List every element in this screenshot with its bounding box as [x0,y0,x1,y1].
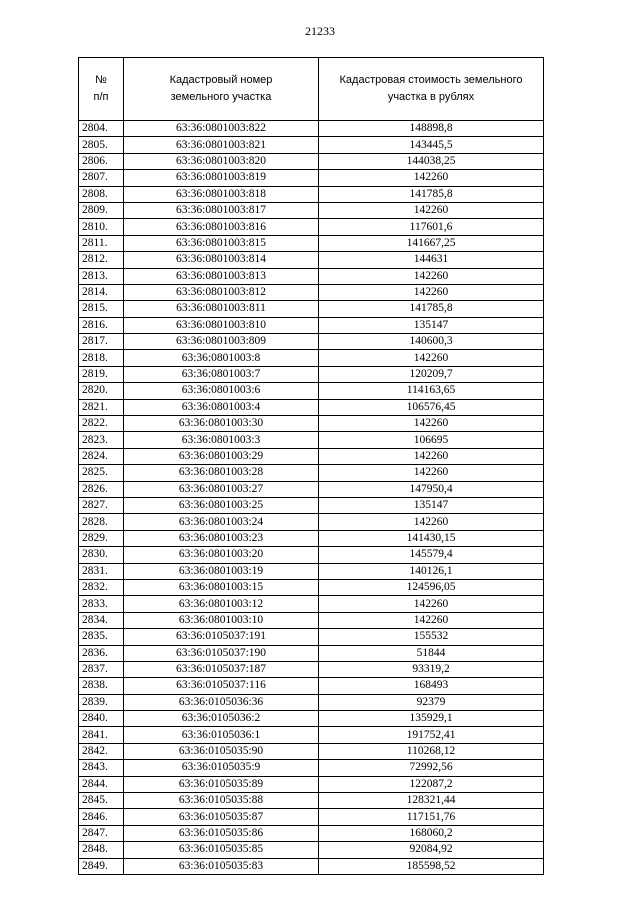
cadastral-value-cell: 92084,92 [319,842,544,858]
table-row [79,121,544,137]
header-value-line-1: Кадастровая стоимость земельного [339,74,523,86]
cadastral-number-cell: 63:36:0801003:815 [124,235,319,251]
table-row [79,711,544,727]
cadastral-number-cell: 63:36:0105035:86 [124,825,319,841]
table-row [79,825,544,841]
table-row [79,383,544,399]
row-number-cell: 2809. [79,202,124,218]
cadastral-value-table [78,57,544,875]
table-row [79,612,544,628]
row-number-cell: 2808. [79,186,124,202]
cadastral-value-cell: 168060,2 [319,825,544,841]
row-number-cell: 2848. [79,842,124,858]
header-number [79,58,124,121]
cadastral-number-cell: 63:36:0801003:30 [124,416,319,432]
cadastral-number-cell: 63:36:0105035:83 [124,858,319,874]
table-row [79,547,544,563]
cadastral-number-cell: 63:36:0801003:822 [124,121,319,137]
cadastral-value-cell: 124596,05 [319,579,544,595]
row-number-cell: 2815. [79,301,124,317]
table-row [79,579,544,595]
cadastral-value-cell: 92379 [319,694,544,710]
page-number: 21233 [305,24,335,38]
cadastral-value-cell: 148898,8 [319,121,544,137]
table-row [79,350,544,366]
cadastral-number-cell: 63:36:0801003:19 [124,563,319,579]
cadastral-number-cell: 63:36:0105036:2 [124,711,319,727]
cadastral-value-cell: 106576,45 [319,399,544,415]
row-number-cell: 2837. [79,661,124,677]
table-row [79,596,544,612]
table-row [79,153,544,169]
table-row [79,727,544,743]
cadastral-number-cell: 63:36:0105037:116 [124,678,319,694]
row-number-cell: 2830. [79,547,124,563]
cadastral-number-cell: 63:36:0105036:1 [124,727,319,743]
cadastral-value-cell: 147950,4 [319,481,544,497]
row-number-cell: 2818. [79,350,124,366]
cadastral-number-cell: 63:36:0801003:809 [124,334,319,350]
cadastral-value-cell: 142260 [319,448,544,464]
cadastral-value-cell: 142260 [319,350,544,366]
cadastral-value-cell: 142260 [319,284,544,300]
cadastral-value-cell: 128321,44 [319,793,544,809]
header-cadastral-line-2: земельного участка [170,91,272,103]
table-row [79,448,544,464]
cadastral-value-cell: 142260 [319,170,544,186]
cadastral-value-cell: 117151,76 [319,809,544,825]
cadastral-value-cell: 106695 [319,432,544,448]
row-number-cell: 2833. [79,596,124,612]
table-row [79,743,544,759]
cadastral-number-cell: 63:36:0801003:10 [124,612,319,628]
table-row [79,809,544,825]
row-number-cell: 2827. [79,497,124,513]
table-body [79,121,544,875]
table-row [79,219,544,235]
cadastral-number-cell: 63:36:0801003:811 [124,301,319,317]
table-row [79,170,544,186]
row-number-cell: 2812. [79,252,124,268]
cadastral-number-cell: 63:36:0105035:9 [124,760,319,776]
cadastral-value-cell: 117601,6 [319,219,544,235]
row-number-cell: 2843. [79,760,124,776]
row-number-cell: 2813. [79,268,124,284]
cadastral-value-cell: 114163,65 [319,383,544,399]
header-number-line-2: п/п [93,91,109,103]
cadastral-number-cell: 63:36:0801003:27 [124,481,319,497]
row-number-cell: 2841. [79,727,124,743]
cadastral-number-cell: 63:36:0801003:813 [124,268,319,284]
row-number-cell: 2821. [79,399,124,415]
row-number-cell: 2828. [79,514,124,530]
table-row [79,235,544,251]
cadastral-value-cell: 144631 [319,252,544,268]
table-row [79,858,544,874]
cadastral-number-cell: 63:36:0801003:817 [124,202,319,218]
header-cadastral-line-1: Кадастровый номер [169,74,273,86]
table-row [79,514,544,530]
cadastral-value-cell: 120209,7 [319,366,544,382]
cadastral-value-cell: 155532 [319,629,544,645]
row-number-cell: 2806. [79,153,124,169]
row-number-cell: 2824. [79,448,124,464]
cadastral-value-cell: 144038,25 [319,153,544,169]
cadastral-value-cell: 122087,2 [319,776,544,792]
table-row [79,563,544,579]
row-number-cell: 2847. [79,825,124,841]
table-row [79,432,544,448]
cadastral-value-cell: 191752,41 [319,727,544,743]
cadastral-number-cell: 63:36:0801003:820 [124,153,319,169]
header-cadastral-value [319,58,544,121]
table-row [79,137,544,153]
cadastral-number-cell: 63:36:0801003:7 [124,366,319,382]
row-number-cell: 2829. [79,530,124,546]
cadastral-value-cell: 142260 [319,596,544,612]
row-number-cell: 2820. [79,383,124,399]
row-number-cell: 2816. [79,317,124,333]
table-row [79,842,544,858]
row-number-cell: 2834. [79,612,124,628]
row-number-cell: 2839. [79,694,124,710]
table-row [79,530,544,546]
cadastral-number-cell: 63:36:0801003:12 [124,596,319,612]
row-number-cell: 2826. [79,481,124,497]
table-row [79,268,544,284]
cadastral-number-cell: 63:36:0801003:15 [124,579,319,595]
cadastral-number-cell: 63:36:0105037:191 [124,629,319,645]
table-row [79,645,544,661]
row-number-cell: 2845. [79,793,124,809]
table-row [79,497,544,513]
table-row [79,301,544,317]
cadastral-value-cell: 141785,8 [319,186,544,202]
cadastral-value-cell: 145579,4 [319,547,544,563]
cadastral-number-cell: 63:36:0801003:25 [124,497,319,513]
table-row [79,776,544,792]
header-value-line-2: участка в рублях [387,91,475,103]
row-number-cell: 2822. [79,416,124,432]
row-number-cell: 2842. [79,743,124,759]
table-header [79,58,544,121]
header-cadastral-number [124,58,319,121]
cadastral-number-cell: 63:36:0801003:821 [124,137,319,153]
cadastral-value-cell: 142260 [319,416,544,432]
cadastral-value-cell: 141430,15 [319,530,544,546]
table-row [79,465,544,481]
cadastral-number-cell: 63:36:0801003:814 [124,252,319,268]
cadastral-number-cell: 63:36:0105035:88 [124,793,319,809]
row-number-cell: 2832. [79,579,124,595]
table-row [79,317,544,333]
table-row [79,252,544,268]
row-number-cell: 2823. [79,432,124,448]
table-row [79,694,544,710]
table-row [79,399,544,415]
row-number-cell: 2810. [79,219,124,235]
row-number-cell: 2836. [79,645,124,661]
cadastral-number-cell: 63:36:0801003:4 [124,399,319,415]
cadastral-value-cell: 142260 [319,268,544,284]
cadastral-number-cell: 63:36:0801003:20 [124,547,319,563]
table-row [79,481,544,497]
cadastral-number-cell: 63:36:0801003:818 [124,186,319,202]
cadastral-number-cell: 63:36:0105036:36 [124,694,319,710]
header-number-line-1: № [95,74,107,86]
row-number-cell: 2849. [79,858,124,874]
table-row [79,793,544,809]
cadastral-number-cell: 63:36:0105035:85 [124,842,319,858]
cadastral-value-cell: 135147 [319,497,544,513]
cadastral-number-cell: 63:36:0105035:89 [124,776,319,792]
cadastral-number-cell: 63:36:0105037:187 [124,661,319,677]
cadastral-number-cell: 63:36:0801003:3 [124,432,319,448]
table-row [79,366,544,382]
table-row [79,661,544,677]
table-row [79,202,544,218]
cadastral-number-cell: 63:36:0801003:24 [124,514,319,530]
cadastral-number-cell: 63:36:0801003:23 [124,530,319,546]
cadastral-value-cell: 141785,8 [319,301,544,317]
cadastral-value-cell: 110268,12 [319,743,544,759]
cadastral-number-cell: 63:36:0801003:8 [124,350,319,366]
cadastral-value-cell: 168493 [319,678,544,694]
row-number-cell: 2814. [79,284,124,300]
cadastral-number-cell: 63:36:0105035:90 [124,743,319,759]
row-number-cell: 2804. [79,121,124,137]
row-number-cell: 2838. [79,678,124,694]
cadastral-number-cell: 63:36:0801003:810 [124,317,319,333]
cadastral-value-cell: 142260 [319,612,544,628]
cadastral-number-cell: 63:36:0105035:87 [124,809,319,825]
cadastral-number-cell: 63:36:0105037:190 [124,645,319,661]
row-number-cell: 2819. [79,366,124,382]
cadastral-value-cell: 142260 [319,465,544,481]
row-number-cell: 2817. [79,334,124,350]
cadastral-value-cell: 142260 [319,514,544,530]
cadastral-value-cell: 140600,3 [319,334,544,350]
cadastral-number-cell: 63:36:0801003:28 [124,465,319,481]
row-number-cell: 2840. [79,711,124,727]
cadastral-value-cell: 72992,56 [319,760,544,776]
cadastral-value-cell: 141667,25 [319,235,544,251]
cadastral-value-cell: 135147 [319,317,544,333]
cadastral-value-cell: 185598,52 [319,858,544,874]
table-row [79,416,544,432]
cadastral-value-cell: 143445,5 [319,137,544,153]
cadastral-number-cell: 63:36:0801003:29 [124,448,319,464]
cadastral-number-cell: 63:36:0801003:6 [124,383,319,399]
cadastral-number-cell: 63:36:0801003:812 [124,284,319,300]
cadastral-value-cell: 140126,1 [319,563,544,579]
cadastral-number-cell: 63:36:0801003:819 [124,170,319,186]
row-number-cell: 2835. [79,629,124,645]
row-number-cell: 2811. [79,235,124,251]
cadastral-number-cell: 63:36:0801003:816 [124,219,319,235]
row-number-cell: 2805. [79,137,124,153]
row-number-cell: 2844. [79,776,124,792]
row-number-cell: 2825. [79,465,124,481]
cadastral-value-cell: 51844 [319,645,544,661]
table-row [79,186,544,202]
row-number-cell: 2807. [79,170,124,186]
row-number-cell: 2831. [79,563,124,579]
cadastral-value-cell: 142260 [319,202,544,218]
cadastral-value-cell: 135929,1 [319,711,544,727]
table-row [79,284,544,300]
table-row [79,334,544,350]
row-number-cell: 2846. [79,809,124,825]
table-row [79,678,544,694]
cadastral-value-cell: 93319,2 [319,661,544,677]
table-row [79,760,544,776]
table-row [79,629,544,645]
